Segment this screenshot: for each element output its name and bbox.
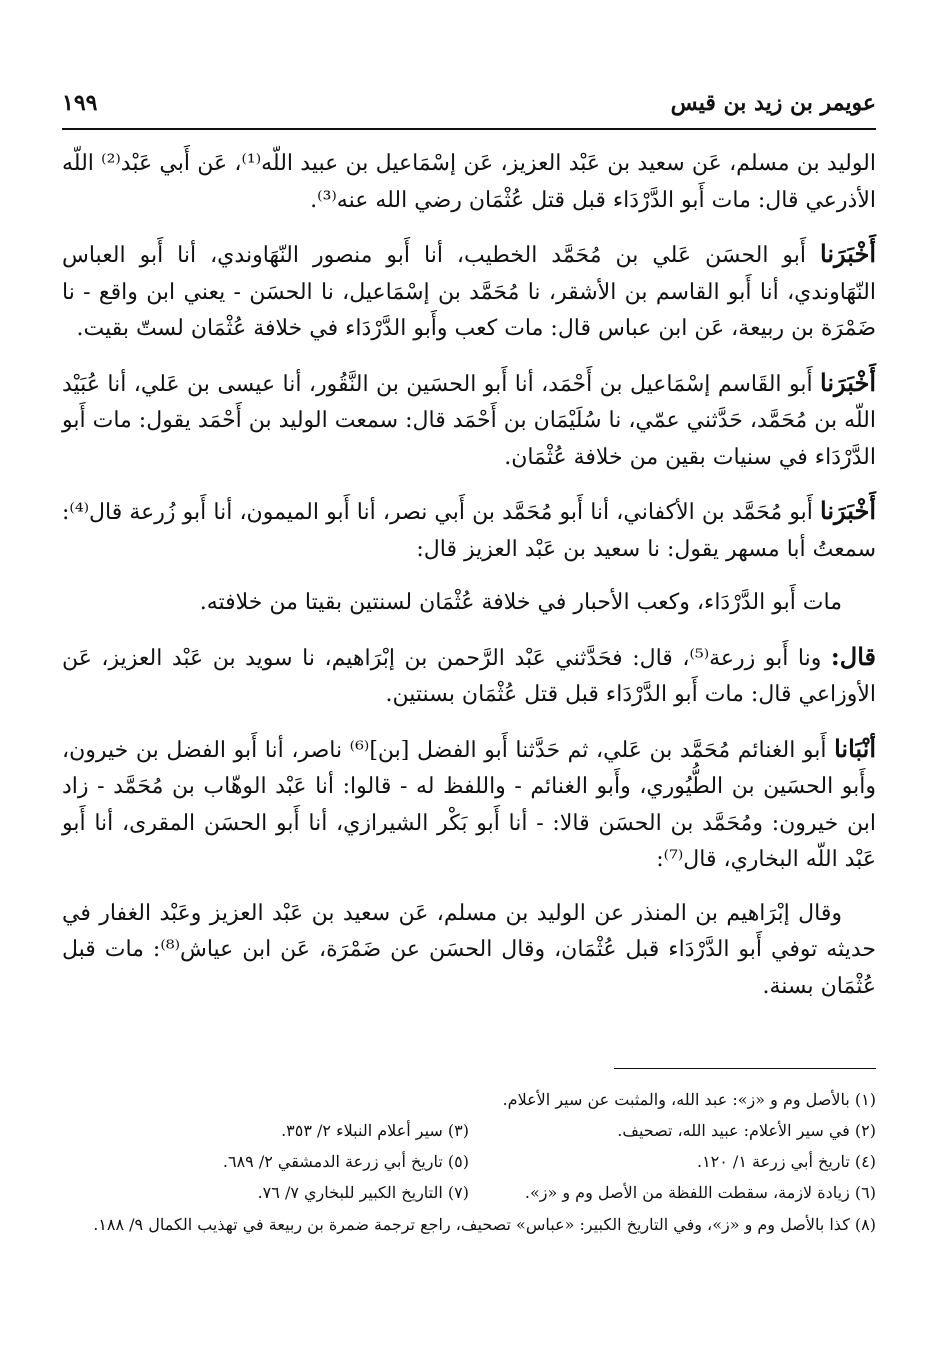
paragraph-lead-word: أَخْبَرَنا bbox=[820, 496, 876, 525]
paragraph-text: ونا أَبو زرعة⁽⁵⁾، قال: فحَدَّثني عَبْد الرَّحمن بن إبْرَاهيم، نا سويد بن عَبْد العزيز، عَن الأوزاعي قال: مات أَبو الدَّرْدَاء قبل قتل عُثْمَان بسنتين. bbox=[62, 645, 876, 707]
footnote-5: (٥) تاريخ أبي زرعة الدمشقي ٢/ ٦٨٩. bbox=[222, 1152, 469, 1171]
paragraph bbox=[62, 896, 876, 1006]
header-rule bbox=[62, 128, 876, 130]
paragraph-lead-word: أَخْبَرَنا bbox=[820, 239, 876, 268]
running-title: عويمر بن زيد بن قيس bbox=[670, 90, 876, 116]
paragraph-text: وقال إبْرَاهيم بن المنذر عن الوليد بن مسلم، عَن سعيد بن عَبْد العزيز وعَبْد الغفار في حديثه توفي أَبو الدَّرْدَاء قبل عُثْمَان، وقال الحسَن عن ضَمْرَة، عَن ابن عياش⁽⁸⁾: مات قبل عُثْمَان بسنة. bbox=[62, 900, 876, 999]
footnote-7: (٧) التاريخ الكبير للبخاري ٧/ ٧٦. bbox=[257, 1183, 469, 1202]
paragraph bbox=[62, 146, 876, 219]
paragraph-text: أَبو مُحَمَّد بن الأكفاني، أنا أَبو مُحَمَّد بن أَبي نصر، أنا أَبو الميمون، أنا أَبو زُرعة قال⁽⁴⁾: سمعتُ أبا مسهر يقول: نا سعيد بن عَبْد العزيز قال: bbox=[62, 500, 876, 562]
main-text bbox=[62, 146, 876, 1022]
footnote-line bbox=[62, 1177, 876, 1208]
footnote-2: (٢) في سير الأعلام: عبيد الله، تصحيف. bbox=[617, 1121, 876, 1140]
paragraph-text: أَبو القَاسم إسْمَاعيل بن أَحْمَد، أنا أَبو الحسَين بن النَّقُور، أنا عيسى بن عَلي، أنا عُبَيْد اللّه بن مُحَمَّد، حَدَّثني عمّي، نا سُلَيْمَان بن أَحْمَد قال: سمعت الوليد بن أَحْمَد يقول: مات أَبو الدَّرْدَاء في سنيات بقين من خلافة عُثْمَان. bbox=[62, 371, 876, 470]
footnote-8: (٨) كذا بالأصل وم و «ز»، وفي التاريخ الكبير: «عباس» تصحيف، راجع ترجمة ضمرة بن ربيعة في تهذيب الكمال ٩/ ١٨٨. bbox=[93, 1215, 876, 1234]
paragraph bbox=[62, 585, 876, 622]
footnotes bbox=[62, 1084, 876, 1238]
footnote-4: (٤) تاريخ أبي زرعة ١/ ١٢٠. bbox=[696, 1152, 876, 1171]
footnote-separator bbox=[614, 1068, 876, 1069]
page-number: ١٩٩ bbox=[62, 90, 98, 116]
paragraph-lead-word: قال: bbox=[830, 641, 877, 671]
paragraph-lead-word: أَخْبَرَنا bbox=[820, 367, 876, 397]
paragraph-text: أَبو الحسَن عَلي بن مُحَمَّد الخطيب، أنا أَبو منصور النّهَاوندي، أنا أَبو العباس النّهَاوندي، أنا أَبو القاسم بن الأشقر، نا مُحَمَّد بن إسْمَاعيل، نا الحسَن - يعني ابن واقع - نا ضَمْرَة بن ربيعة، عَن ابن عباس قال: مات كعب وأَبو الدَّرْدَاء في خلافة عُثْمَان لستّ بقيت. bbox=[62, 243, 876, 341]
footnote-6: (٦) زيادة لازمة، سقطت اللفظة من الأصل وم و «ز». bbox=[524, 1183, 876, 1202]
paragraph-text: الوليد بن مسلم، عَن سعيد بن عَبْد العزيز، عَن إسْمَاعيل بن عبيد اللّه⁽¹⁾، عَن أَبي عَبْد⁽²⁾ اللّه الأذرعي قال: مات أَبو الدَّرْدَاء قبل قتل عُثْمَان رضي الله عنه⁽³⁾. bbox=[62, 151, 876, 213]
paragraph-text: مات أَبو الدَّرْدَاء، وكعب الأحبار في خلافة عُثْمَان لسنتين بقيتا من خلافته. bbox=[199, 590, 842, 615]
page-header bbox=[62, 86, 876, 126]
footnote-3: (٣) سير أعلام النبلاء ٢/ ٣٥٣. bbox=[281, 1121, 469, 1140]
paragraph bbox=[62, 365, 876, 477]
footnote-line bbox=[62, 1115, 876, 1146]
footnote-line bbox=[62, 1146, 876, 1177]
footnote-1: (١) بالأصل وم و «ز»: عبد الله، والمثبت عن سير الأعلام. bbox=[502, 1090, 876, 1109]
footnote-line bbox=[62, 1084, 876, 1115]
paragraph bbox=[62, 236, 876, 348]
paragraph bbox=[62, 639, 876, 714]
paragraph bbox=[62, 493, 876, 568]
paragraph-text: أَبو الغنائم مُحَمَّد بن عَلي، ثم حَدَّثنا أَبو الفضل [بن]⁽⁶⁾ ناصر، أنا أَبو الفضل بن خيرون، وأَبو الحسَين بن الطُّيُوري، وأَبو الغنائم - واللفظ له - قالوا: أنا عَبْد الوهّاب بن مُحَمَّد - زاد ابن خيرون: ومُحَمَّد بن الحسَن قالا: - أنا أَبو بَكْر الشيرازي، أنا أَبو الحسَن المقرى، أنا أَبو عَبْد اللّه البخاري، قال⁽⁷⁾: bbox=[62, 737, 876, 872]
paragraph-lead-word: أنْبَانا bbox=[834, 733, 877, 763]
paragraph bbox=[62, 731, 876, 879]
